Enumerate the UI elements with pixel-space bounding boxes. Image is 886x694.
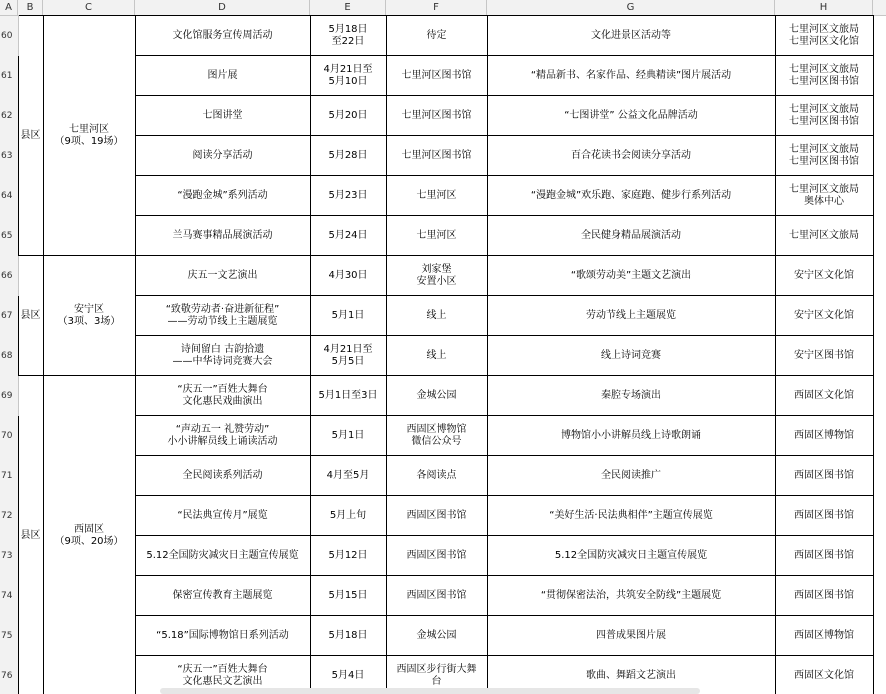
county-category-cell[interactable]: 县区 <box>18 376 43 694</box>
county-category-cell[interactable]: 县区 <box>18 256 43 376</box>
activity-table <box>0 15 874 694</box>
content-cell[interactable]: 全民健身精品展演活动 <box>487 216 775 256</box>
row-number[interactable]: 71 <box>0 456 18 496</box>
venue-cell[interactable]: 七里河区 <box>386 216 487 256</box>
col-header-d[interactable]: D <box>135 0 310 15</box>
venue-cell[interactable]: 金城公园 <box>386 376 487 416</box>
content-cell[interactable]: 歌曲、舞蹈文艺演出 <box>487 656 775 694</box>
row-number[interactable]: 63 <box>0 136 18 176</box>
row-number[interactable]: 76 <box>0 656 18 694</box>
row-number[interactable]: 70 <box>0 416 18 456</box>
date-cell[interactable]: 4月至5月 <box>310 456 386 496</box>
organizer-cell[interactable]: 安宁区文化馆 <box>775 256 873 296</box>
content-cell[interactable]: “美好生活·民法典相伴”主题宣传展览 <box>487 496 775 536</box>
col-header-a[interactable]: A <box>0 0 18 15</box>
date-cell[interactable]: 4月30日 <box>310 256 386 296</box>
organizer-cell[interactable]: 西固区文化馆 <box>775 656 873 694</box>
organizer-cell[interactable]: 七里河区文旅局 七里河区文化馆 <box>775 16 873 56</box>
venue-cell[interactable]: 西固区步行街大舞 台 <box>386 656 487 694</box>
col-header-g[interactable]: G <box>487 0 775 15</box>
row-number[interactable]: 73 <box>0 536 18 576</box>
venue-cell[interactable]: 西固区图书馆 <box>386 536 487 576</box>
row-number[interactable]: 62 <box>0 96 18 136</box>
row-number[interactable]: 66 <box>0 256 18 296</box>
content-cell[interactable]: 秦腔专场演出 <box>487 376 775 416</box>
col-header-f[interactable]: F <box>386 0 487 15</box>
row-number[interactable]: 69 <box>0 376 18 416</box>
row-number[interactable]: 75 <box>0 616 18 656</box>
date-cell[interactable]: 5月1日 <box>310 296 386 336</box>
organizer-cell[interactable]: 七里河区文旅局 <box>775 216 873 256</box>
table-row <box>0 376 873 416</box>
content-cell[interactable]: 劳动节线上主题展览 <box>487 296 775 336</box>
table-row <box>0 256 873 296</box>
content-cell[interactable]: 文化进景区活动等 <box>487 16 775 56</box>
county-category-cell[interactable]: 县区 <box>18 16 43 256</box>
district-cell[interactable]: 西固区 （9项、20场） <box>43 376 135 694</box>
district-cell[interactable]: 安宁区 （3项、3场） <box>43 256 135 376</box>
activity-name-cell[interactable]: “声动五一 礼赞劳动” 小小讲解员线上诵读活动 <box>135 416 310 456</box>
date-cell[interactable]: 4月21日至 5月5日 <box>310 336 386 376</box>
col-header-h[interactable]: H <box>775 0 873 15</box>
organizer-cell[interactable]: 西固区文化馆 <box>775 376 873 416</box>
activity-name-cell[interactable]: 诗间留白 古韵拾遗 ——中华诗词竞赛大会 <box>135 336 310 376</box>
organizer-cell[interactable]: 西固区图书馆 <box>775 496 873 536</box>
date-cell[interactable]: 4月21日至 5月10日 <box>310 56 386 96</box>
venue-cell[interactable]: 线上 <box>386 296 487 336</box>
venue-cell[interactable]: 刘家堡 安置小区 <box>386 256 487 296</box>
date-cell[interactable]: 5月24日 <box>310 216 386 256</box>
date-cell[interactable]: 5月15日 <box>310 576 386 616</box>
activity-name-cell[interactable]: “民法典宣传月”展览 <box>135 496 310 536</box>
organizer-cell[interactable]: 西固区图书馆 <box>775 536 873 576</box>
organizer-cell[interactable]: 七里河区文旅局 奥体中心 <box>775 176 873 216</box>
venue-cell[interactable]: 西固区博物馆 微信公众号 <box>386 416 487 456</box>
row-number[interactable]: 61 <box>0 56 18 96</box>
date-cell[interactable]: 5月20日 <box>310 96 386 136</box>
content-cell[interactable]: “精品新书、名家作品、经典精读”图片展活动 <box>487 56 775 96</box>
content-cell[interactable]: “贯彻保密法治，共筑安全防线”主题展览 <box>487 576 775 616</box>
date-cell[interactable]: 5月1日至3日 <box>310 376 386 416</box>
venue-cell[interactable]: 七里河区图书馆 <box>386 96 487 136</box>
row-number[interactable]: 65 <box>0 216 18 256</box>
organizer-cell[interactable]: 七里河区文旅局 七里河区图书馆 <box>775 96 873 136</box>
content-cell[interactable]: 博物馆小小讲解员线上诗歌朗诵 <box>487 416 775 456</box>
col-header-c[interactable]: C <box>43 0 135 15</box>
organizer-cell[interactable]: 安宁区文化馆 <box>775 296 873 336</box>
venue-cell[interactable]: 西固区图书馆 <box>386 576 487 616</box>
organizer-cell[interactable]: 西固区图书馆 <box>775 576 873 616</box>
spreadsheet-grid <box>0 15 886 694</box>
activity-name-cell[interactable]: 庆五一文艺演出 <box>135 256 310 296</box>
horizontal-scrollbar[interactable] <box>160 688 700 694</box>
organizer-cell[interactable]: 七里河区文旅局 七里河区图书馆 <box>775 136 873 176</box>
activity-name-cell[interactable]: 七图讲堂 <box>135 96 310 136</box>
venue-cell[interactable]: 七里河区图书馆 <box>386 136 487 176</box>
venue-cell[interactable]: 线上 <box>386 336 487 376</box>
activity-name-cell[interactable]: “庆五一”百姓大舞台 文化惠民文艺演出 <box>135 656 310 694</box>
content-cell[interactable]: 全民阅读推广 <box>487 456 775 496</box>
venue-cell[interactable]: 西固区图书馆 <box>386 496 487 536</box>
content-cell[interactable]: 5.12全国防灾减灾日主题宣传展览 <box>487 536 775 576</box>
date-cell[interactable]: 5月4日 <box>310 656 386 694</box>
date-cell[interactable]: 5月12日 <box>310 536 386 576</box>
date-cell[interactable]: 5月18日 至22日 <box>310 16 386 56</box>
venue-cell[interactable]: 金城公园 <box>386 616 487 656</box>
activity-name-cell[interactable]: 图片展 <box>135 56 310 96</box>
district-cell[interactable]: 七里河区 （9项、19场） <box>43 16 135 256</box>
row-number[interactable]: 67 <box>0 296 18 336</box>
activity-name-cell[interactable]: “5.18”国际博物馆日系列活动 <box>135 616 310 656</box>
organizer-cell[interactable]: 安宁区图书馆 <box>775 336 873 376</box>
content-cell[interactable]: “歌颂劳动美”主题文艺演出 <box>487 256 775 296</box>
content-cell[interactable]: 百合花读书会阅读分享活动 <box>487 136 775 176</box>
date-cell[interactable]: 5月上旬 <box>310 496 386 536</box>
activity-name-cell[interactable]: 保密宣传教育主题展览 <box>135 576 310 616</box>
date-cell[interactable]: 5月23日 <box>310 176 386 216</box>
content-cell[interactable]: 四普成果图片展 <box>487 616 775 656</box>
row-number[interactable]: 72 <box>0 496 18 536</box>
activity-name-cell[interactable]: 全民阅读系列活动 <box>135 456 310 496</box>
row-number[interactable]: 60 <box>0 16 18 56</box>
activity-name-cell[interactable]: “庆五一”百姓大舞台 文化惠民戏曲演出 <box>135 376 310 416</box>
activity-name-cell[interactable]: 兰马赛事精品展演活动 <box>135 216 310 256</box>
venue-cell[interactable]: 各阅读点 <box>386 456 487 496</box>
column-header-bar <box>0 0 886 16</box>
row-number[interactable]: 74 <box>0 576 18 616</box>
activity-name-cell[interactable]: 5.12全国防灾减灾日主题宣传展览 <box>135 536 310 576</box>
organizer-cell[interactable]: 西固区图书馆 <box>775 456 873 496</box>
date-cell[interactable]: 5月1日 <box>310 416 386 456</box>
table-row <box>0 16 873 56</box>
content-cell[interactable]: 线上诗词竞赛 <box>487 336 775 376</box>
content-cell[interactable]: “七图讲堂” 公益文化品牌活动 <box>487 96 775 136</box>
organizer-cell[interactable]: 西固区博物馆 <box>775 416 873 456</box>
activity-name-cell[interactable]: 阅读分享活动 <box>135 136 310 176</box>
row-number[interactable]: 64 <box>0 176 18 216</box>
organizer-cell[interactable]: 西固区博物馆 <box>775 616 873 656</box>
venue-cell[interactable]: 七里河区图书馆 <box>386 56 487 96</box>
venue-cell[interactable]: 七里河区 <box>386 176 487 216</box>
organizer-cell[interactable]: 七里河区文旅局 七里河区图书馆 <box>775 56 873 96</box>
activity-name-cell[interactable]: “漫跑金城”系列活动 <box>135 176 310 216</box>
date-cell[interactable]: 5月18日 <box>310 616 386 656</box>
content-cell[interactable]: “漫跑金城”欢乐跑、家庭跑、健步行系列活动 <box>487 176 775 216</box>
col-header-e[interactable]: E <box>310 0 386 15</box>
date-cell[interactable]: 5月28日 <box>310 136 386 176</box>
row-number[interactable]: 68 <box>0 336 18 376</box>
venue-cell[interactable]: 待定 <box>386 16 487 56</box>
col-header-b[interactable]: B <box>18 0 43 15</box>
activity-name-cell[interactable]: “致敬劳动者·奋进新征程” ——劳动节线上主题展览 <box>135 296 310 336</box>
activity-name-cell[interactable]: 文化馆服务宣传周活动 <box>135 16 310 56</box>
